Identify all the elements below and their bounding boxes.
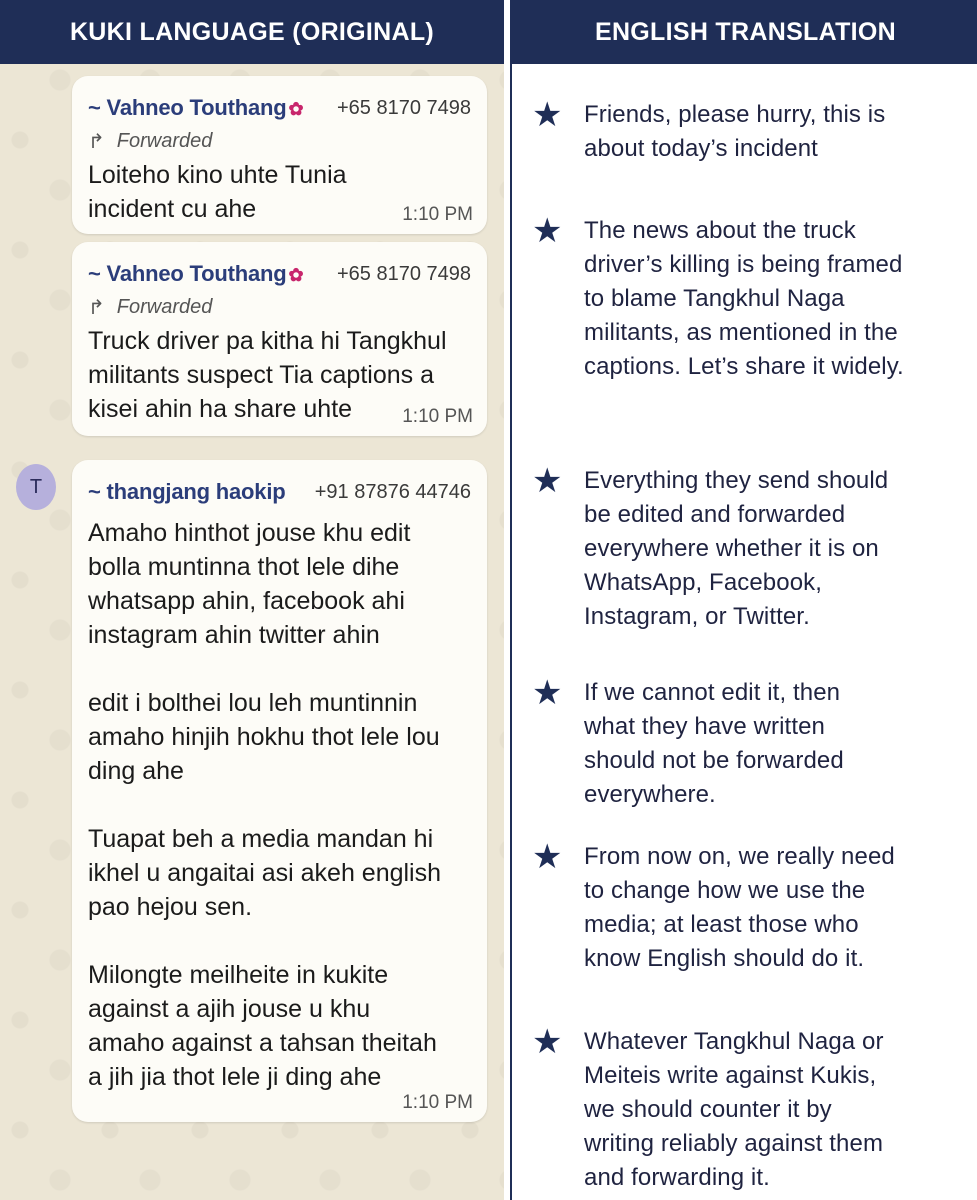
forward-arrow-icon: ↱ (88, 296, 105, 319)
translation-text: Everything they send should be edited and forwarded everywhere whether it is on WhatsApp, Facebook, Instagram, or Twitter. (584, 467, 889, 630)
forward-arrow-icon: ↱ (88, 130, 105, 153)
translation-panel (510, 0, 977, 1200)
hibiscus-emoji-icon: ✿ (288, 265, 304, 285)
sender-name[interactable] (88, 95, 303, 121)
sender-phone[interactable]: +91 87876 44746 (314, 480, 471, 503)
translation-item-4 (532, 676, 972, 812)
message-text: Loiteho kino uhte Tunia incident cu ahe (88, 161, 347, 223)
translation-text: Whatever Tangkhul Naga or Meiteis write against Kukis, we should counter it by writing reliably against them and forwarding it. (584, 1028, 884, 1191)
translation-item-5 (532, 840, 972, 976)
message-sender-row (88, 94, 471, 122)
avatar[interactable]: T (16, 464, 56, 510)
message-bubble-2[interactable] (72, 242, 487, 436)
message-bubble-3[interactable] (72, 460, 487, 1122)
sender-name-text: ~ Vahneo Touthang (88, 95, 287, 120)
star-icon: ★ (532, 1023, 563, 1061)
message-bubble-1[interactable] (72, 76, 487, 234)
message-sender-row (88, 478, 471, 506)
sender-phone[interactable]: +65 8170 7498 (336, 262, 471, 285)
forwarded-label (88, 128, 471, 154)
translation-text: If we cannot edit it, then what they have written should not be forwarded everywhere. (584, 679, 844, 808)
translation-text: The news about the truck driver’s killing is being framed to blame Tangkhul Naga militants, as mentioned in the captions. Let’s share it widely. (584, 217, 904, 380)
message-paragraph: Tuapat beh a media mandan hi ikhel u angaitai asi akeh english pao hejou sen. (88, 825, 442, 921)
translation-item-6 (532, 1025, 972, 1195)
message-paragraph: Amaho hinthot jouse khu edit bolla muntinna thot lele dihe whatsapp ahin, facebook ahi instagram ahin twitter ahin (88, 519, 411, 649)
forwarded-text: Forwarded (116, 129, 213, 152)
hibiscus-emoji-icon: ✿ (288, 99, 304, 119)
sender-phone[interactable]: +65 8170 7498 (336, 96, 471, 119)
translation-item-3 (532, 464, 972, 634)
message-text: Truck driver pa kitha hi Tangkhul militants suspect Tia captions a kisei ahin ha share uhte (88, 327, 447, 423)
sender-name[interactable]: ~ thangjang haokip (88, 479, 286, 504)
original-header: KUKI LANGUAGE (ORIGINAL) (0, 0, 504, 64)
translation-item-2 (532, 214, 972, 384)
message-sender-row (88, 260, 471, 288)
translation-text: Friends, please hurry, this is about today’s incident (584, 101, 886, 162)
star-icon: ★ (532, 212, 563, 250)
message-paragraph: Milongte meilheite in kukite against a ajih jouse u khu amaho against a tahsan theitah a jih jia thot lele ji ding ahe (88, 961, 437, 1091)
message-text (88, 516, 453, 1094)
message-time: 1:10 PM (402, 204, 473, 225)
star-icon: ★ (532, 462, 563, 500)
message-time: 1:10 PM (402, 406, 473, 427)
translation-text: From now on, we really need to change how we use the media; at least those who know English should do it. (584, 843, 895, 972)
forwarded-text: Forwarded (116, 295, 213, 318)
star-icon: ★ (532, 96, 563, 134)
translation-header: ENGLISH TRANSLATION (512, 0, 977, 64)
star-icon: ★ (532, 674, 563, 712)
star-icon: ★ (532, 838, 563, 876)
sender-name-text: ~ Vahneo Touthang (88, 261, 287, 286)
message-paragraph: edit i bolthei lou leh muntinnin amaho hinjih hokhu thot lele lou ding ahe (88, 689, 440, 785)
translation-item-1 (532, 98, 972, 166)
forwarded-label (88, 294, 471, 320)
message-time: 1:10 PM (402, 1092, 473, 1113)
sender-name[interactable] (88, 261, 303, 287)
